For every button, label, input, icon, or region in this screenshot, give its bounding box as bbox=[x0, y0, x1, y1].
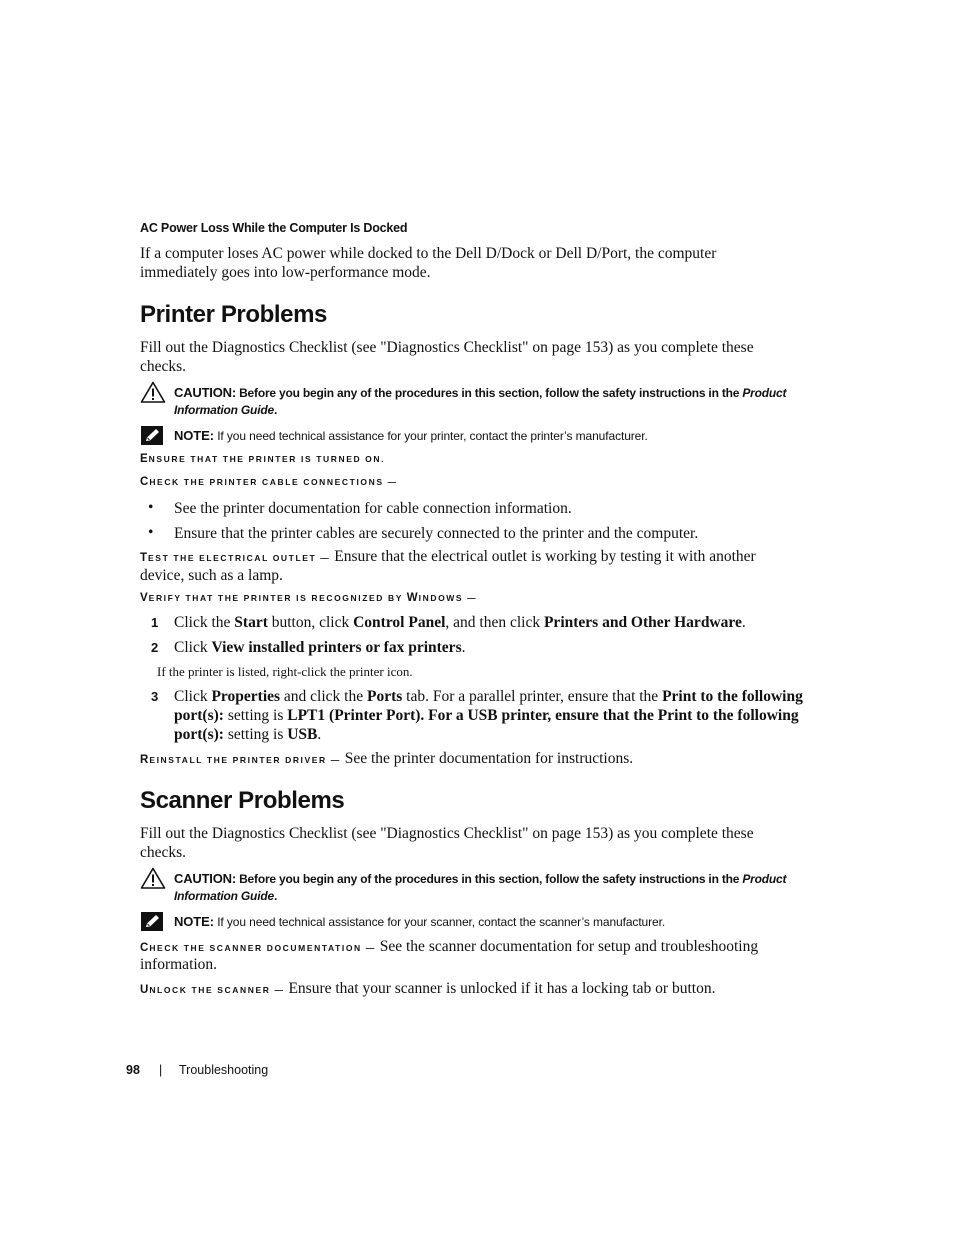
step-heading-text: EINSTALL THE PRINTER DRIVER — bbox=[149, 755, 341, 765]
paragraph-line: checks. bbox=[140, 844, 187, 861]
step-heading-initial: T bbox=[140, 552, 149, 564]
numbered-step bbox=[174, 613, 746, 632]
step-heading-initial: U bbox=[140, 984, 150, 996]
step-text: Ensure that your scanner is unlocked if it has a locking tab or button. bbox=[288, 980, 716, 997]
step-heading-initial: W bbox=[406, 592, 419, 604]
note-text: If you need technical assistance for your printer, contact the printer’s manufacturer. bbox=[217, 429, 648, 443]
pencil-note-icon bbox=[141, 912, 163, 931]
note-block bbox=[174, 428, 648, 443]
footer-separator: | bbox=[159, 1063, 163, 1077]
paragraph-line: immediately goes into low-performance mode. bbox=[140, 264, 431, 281]
caution-label: CAUTION: bbox=[174, 385, 236, 400]
step-heading-text: ERIFY THAT THE PRINTER IS RECOGNIZED BY bbox=[148, 593, 407, 603]
step-heading-text: NLOCK THE SCANNER — bbox=[149, 985, 285, 995]
step-text: Click bbox=[174, 688, 212, 705]
ui-term: port(s): bbox=[174, 726, 224, 743]
step-heading-text: EST THE ELECTRICAL OUTLET — bbox=[148, 553, 331, 563]
caution-label: CAUTION: bbox=[174, 871, 236, 886]
step-heading bbox=[140, 592, 477, 604]
bullet-marker: • bbox=[148, 524, 154, 541]
page-title: Printer Problems bbox=[140, 301, 327, 328]
warning-triangle-icon bbox=[140, 867, 166, 889]
step-heading-text: INDOWS — bbox=[418, 593, 478, 603]
numbered-step bbox=[174, 687, 803, 706]
step-text: See the printer documentation for instructions. bbox=[344, 750, 634, 767]
step-heading-initial: R bbox=[140, 754, 150, 766]
step-heading bbox=[140, 476, 398, 488]
step-number: 2 bbox=[151, 640, 159, 655]
step-paragraph bbox=[140, 749, 633, 770]
list-item: See the printer documentation for cable connection information. bbox=[174, 500, 572, 517]
page-number: 98 bbox=[126, 1063, 140, 1077]
step-text: information. bbox=[140, 956, 218, 973]
step-paragraph bbox=[140, 979, 715, 1000]
ui-term: View installed printers or fax printers bbox=[211, 639, 462, 656]
step-text: . bbox=[317, 726, 322, 743]
step-heading-text: HECK THE SCANNER DOCUMENTATION — bbox=[149, 943, 376, 953]
ui-term: Print to the following bbox=[657, 707, 799, 724]
caution-block bbox=[174, 384, 814, 419]
note-block bbox=[174, 914, 665, 929]
caution-block bbox=[174, 870, 814, 905]
step-paragraph bbox=[140, 937, 758, 958]
paragraph-line: Fill out the Diagnostics Checklist (see "Diagnostics Checklist" on page 153) as you complete these bbox=[140, 825, 754, 842]
step-heading-text: HECK THE PRINTER CABLE CONNECTIONS — bbox=[149, 477, 398, 487]
step-heading-initial: V bbox=[140, 592, 149, 604]
paragraph-line: checks. bbox=[140, 358, 187, 375]
pencil-note-icon bbox=[141, 426, 163, 445]
caution-emphasis: Product bbox=[742, 872, 787, 886]
ui-term: ). For a USB printer, ensure that the bbox=[415, 707, 658, 724]
ui-term: port(s): bbox=[174, 707, 224, 724]
bullet-marker: • bbox=[148, 499, 154, 516]
caution-text: Before you begin any of the procedures in this section, follow the safety instructions in the bbox=[239, 386, 740, 400]
caution-emphasis: Information Guide bbox=[174, 889, 274, 903]
paragraph-line: Fill out the Diagnostics Checklist (see "Diagnostics Checklist" on page 153) as you complete these bbox=[140, 339, 754, 356]
step-number: 3 bbox=[151, 689, 159, 704]
step-text: Click the bbox=[174, 614, 235, 631]
section-subheading: AC Power Loss While the Computer Is Docked bbox=[140, 221, 408, 235]
ui-term: Properties bbox=[211, 688, 281, 705]
step-text: setting is bbox=[223, 726, 288, 743]
numbered-step bbox=[174, 638, 465, 657]
ui-term: LPT1 bbox=[287, 707, 326, 724]
step-text: button, click bbox=[267, 614, 354, 631]
step-heading-initial: C bbox=[140, 942, 150, 954]
numbered-step-continued bbox=[174, 706, 799, 725]
step-text: Ensure that the electrical outlet is working by testing it with another bbox=[334, 548, 756, 565]
ui-term: Printers and Other Hardware bbox=[543, 614, 742, 631]
ui-term: Print to the following bbox=[662, 688, 803, 705]
numbered-step-continued bbox=[174, 725, 321, 744]
step-text: tab. For a parallel printer, ensure that the bbox=[402, 688, 663, 705]
caution-emphasis: Information Guide bbox=[174, 403, 274, 417]
step-text: . bbox=[461, 639, 466, 656]
step-number: 1 bbox=[151, 615, 159, 630]
paragraph-line: If a computer loses AC power while docked to the Dell D/Dock or Dell D/Port, the computer bbox=[140, 245, 717, 262]
caution-emphasis: Product bbox=[742, 386, 787, 400]
step-text: setting is bbox=[223, 707, 288, 724]
list-item: Ensure that the printer cables are securely connected to the printer and the computer. bbox=[174, 525, 699, 542]
note-text: If you need technical assistance for your scanner, contact the scanner’s manufacturer. bbox=[217, 915, 666, 929]
ui-term: USB bbox=[287, 726, 318, 743]
footer-section-title: Troubleshooting bbox=[179, 1063, 269, 1077]
step-heading-text: NSURE THAT THE PRINTER IS TURNED ON. bbox=[148, 454, 386, 464]
ui-term: Printer Port bbox=[334, 707, 416, 724]
step-text: Click bbox=[174, 639, 212, 656]
step-text: device, such as a lamp. bbox=[140, 567, 283, 584]
ui-term: Control Panel bbox=[353, 614, 446, 631]
step-text: See the scanner documentation for setup and troubleshooting bbox=[379, 938, 759, 955]
step-text: , and then click bbox=[445, 614, 544, 631]
note-label: NOTE: bbox=[174, 428, 214, 443]
note-label: NOTE: bbox=[174, 914, 214, 929]
step-heading bbox=[140, 453, 385, 465]
page-title: Scanner Problems bbox=[140, 787, 345, 814]
step-paragraph bbox=[140, 547, 756, 568]
step-text: . bbox=[741, 614, 746, 631]
ui-term: ( bbox=[325, 707, 335, 724]
warning-triangle-icon bbox=[140, 381, 166, 403]
ui-term: Ports bbox=[367, 688, 403, 705]
ui-term: Start bbox=[234, 614, 268, 631]
sub-note: If the printer is listed, right-click the printer icon. bbox=[157, 664, 413, 679]
caution-period: . bbox=[273, 403, 278, 417]
step-text: and click the bbox=[280, 688, 367, 705]
caution-period: . bbox=[273, 889, 278, 903]
caution-text: Before you begin any of the procedures in this section, follow the safety instructions in the bbox=[239, 872, 740, 886]
step-heading-initial: C bbox=[140, 476, 150, 488]
step-heading-initial: E bbox=[140, 453, 149, 465]
